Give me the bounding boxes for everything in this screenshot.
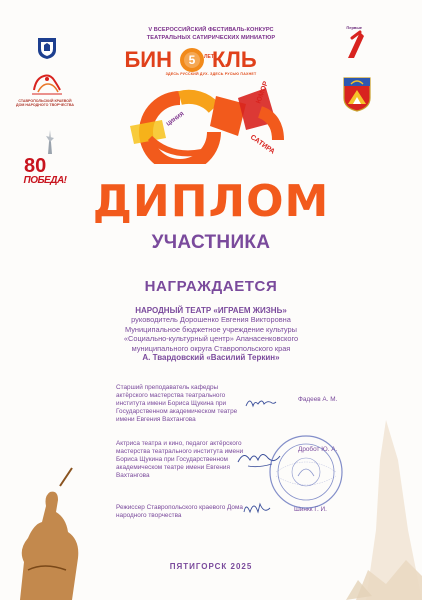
recipient-block bbox=[40, 306, 382, 362]
emblem-word-satire: САТИРА bbox=[248, 133, 276, 156]
recipient-line-2: Муниципальное бюджетное учреждение культуры bbox=[125, 324, 297, 334]
recipient-play: А. Твардовский «Василий Теркин» bbox=[142, 353, 280, 363]
festival-name-right: КЛЬ bbox=[212, 47, 257, 72]
festival-name-logo bbox=[100, 45, 322, 75]
knight-statue-icon bbox=[0, 466, 100, 600]
diploma-subtitle: УЧАСТНИКА bbox=[151, 232, 271, 253]
festival-badge-word: ЛЕТ bbox=[204, 54, 214, 60]
recipient-line-4: муниципального округа Ставропольского края bbox=[131, 343, 291, 353]
recipient-line-1: руководитель Дорошенко Евгения Викторовна bbox=[131, 315, 291, 325]
folk-art-house-caption: СТАВРОПОЛЬСКИЙ КРАЕВОЙ ДОМ НАРОДНОГО ТВОРЧЕСТВА bbox=[16, 99, 74, 108]
signature-name-2: Дробот Ю. А. bbox=[298, 446, 338, 453]
official-stamp-icon bbox=[266, 432, 346, 512]
festival-line-2: ТЕАТРАЛЬНЫХ САТИРИЧЕСКИХ МИНИАТЮР bbox=[146, 35, 276, 41]
recipient-theatre: НАРОДНЫЙ ТЕАТР «ИГРАЕМ ЖИЗНЬ» bbox=[135, 306, 287, 315]
perviy-logo-icon bbox=[338, 28, 370, 62]
folk-art-house-logo-icon bbox=[30, 70, 64, 96]
signature-role-2: Актриса театра и кино, педагог актёрского мастерства театрального института имени Бориса Щукина при Государственном академическом театре имени Евгения Вахтангова bbox=[116, 440, 244, 479]
recipient-line-3: «Социально-культурный центр» Апанасенковского bbox=[123, 334, 299, 344]
presidential-fund-logo-icon bbox=[36, 36, 58, 60]
perviy-caption: Первые bbox=[346, 25, 362, 30]
festival-badge-number: 5 bbox=[188, 53, 196, 67]
emblem-word-irony: ЦИНИЯ bbox=[165, 111, 186, 128]
festival-line-1: V ВСЕРОССИЙСКИЙ ФЕСТИВАЛЬ-КОНКУРС bbox=[148, 27, 274, 33]
signature-scribble-1-icon bbox=[244, 394, 278, 410]
monument-silhouette-icon bbox=[346, 420, 422, 600]
emblem-word-humor: ЮМОР bbox=[255, 80, 270, 105]
victory-text: ПОБЕДА! bbox=[23, 175, 67, 186]
pyatigorsk-coat-of-arms-icon bbox=[342, 76, 372, 112]
signature-role-1: Старший преподаватель кафедры актёрского мастерства театрального института имени Бориса Щукина при Государственном академическом театре имени Евгения Вахтангова bbox=[116, 384, 238, 423]
signature-name-3: Шинкк Г. И. bbox=[294, 506, 327, 513]
festival-name-left: БИН bbox=[124, 47, 172, 72]
signature-name-1: Фадеев А. М. bbox=[298, 396, 338, 403]
awarded-heading: НАГРАЖДАЕТСЯ bbox=[144, 278, 278, 295]
victory-number: 80 bbox=[24, 155, 47, 177]
festival-emblem bbox=[110, 78, 310, 164]
festival-tagline: ЗДЕСЬ РУССКИЙ ДУХ. ЗДЕСЬ РУСЬЮ ПАХНЕТ bbox=[165, 72, 257, 76]
signature-role-3: Режиссер Ставропольского краевого Дома народного творчества bbox=[116, 504, 243, 519]
footer-city-year: ПЯТИГОРСК 2025 bbox=[169, 562, 253, 571]
diploma-title: ДИПЛОМ bbox=[92, 176, 330, 227]
